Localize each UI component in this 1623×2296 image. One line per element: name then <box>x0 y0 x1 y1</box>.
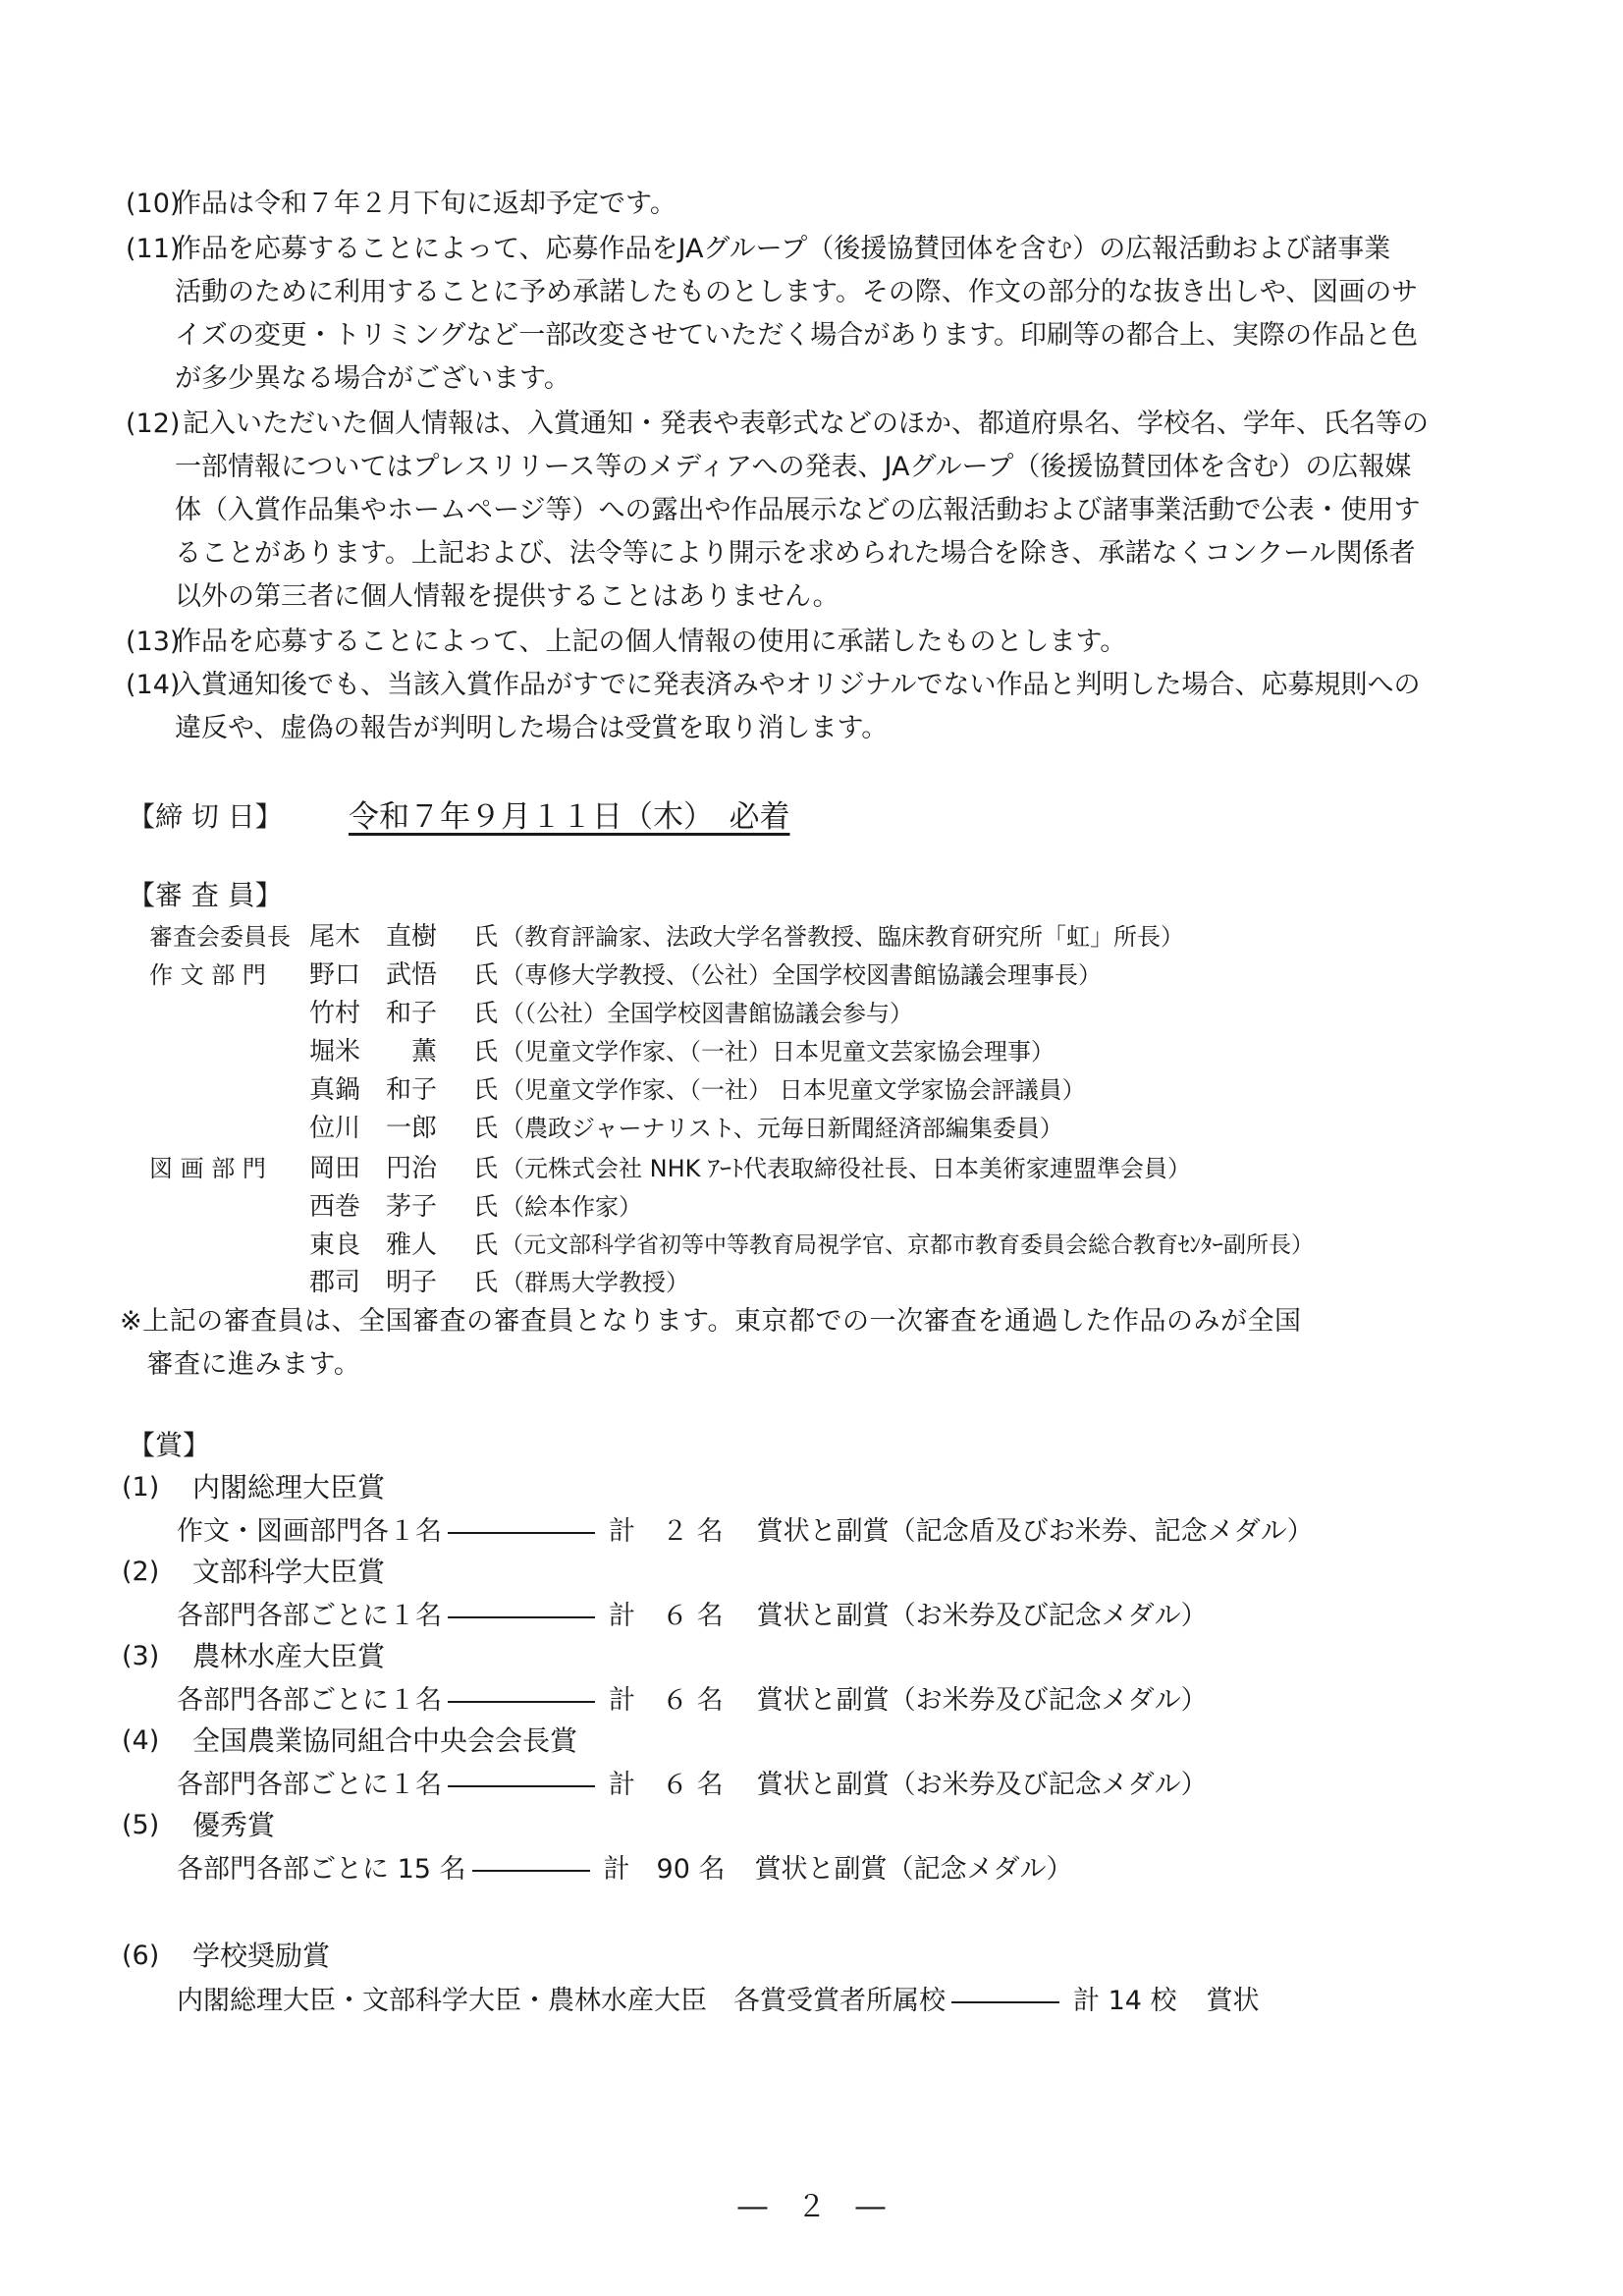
award-name: 学校奨励賞 <box>192 1940 331 1972</box>
judge-name: 尾木 直樹 <box>309 922 438 952</box>
leader-line <box>448 1616 595 1618</box>
note-line: 入賞通知後でも、当該入賞作品がすでに発表済みやオリジナルでない作品と判明した場合、応募規則への <box>175 670 1421 700</box>
note-line: 体（入賞作品集やホームページ等）への露出や作品展示などの広報活動および諸事業活動で公表・使用す <box>175 495 1421 525</box>
award-prize: 賞状と副賞（お米券及び記念メダル） <box>756 1770 1208 1800</box>
judge-name: 西巻 茅子 <box>309 1192 438 1222</box>
judge-honorific: 氏 <box>473 999 499 1027</box>
judge-honorific: 氏 <box>473 1037 499 1066</box>
note-line: 記入いただいた個人情報は、入賞通知・発表や表彰式などのほか、都道府県名、学校名、学年、氏名等の <box>183 409 1429 439</box>
award-name: 文部科学大臣賞 <box>192 1556 386 1588</box>
judge-affiliation: （元文部科学省初等中等教育局視学官、京都市教育委員会総合教育ｾﾝﾀｰ副所長） <box>501 1232 1314 1258</box>
judges-heading: 【審 査 員】 <box>128 879 283 911</box>
awards-heading: 【賞】 <box>128 1429 211 1461</box>
judge-affiliation: （元株式会社 NHK ｱｰﾄ代表取締役社長、日本美術家連盟準会員） <box>501 1155 1191 1182</box>
award-target: 各部門各部ごとに１名 <box>177 1685 442 1716</box>
judge-affiliation: （児童文学作家、（一社）日本児童文芸家協会理事） <box>501 1038 1055 1066</box>
note-line: 違反や、虚偽の報告が判明した場合は受賞を取り消します。 <box>175 713 889 743</box>
judge-name: 真鍋 和子 <box>309 1075 438 1105</box>
note-line: イズの変更・トリミングなど一部改変させていただく場合があります。印刷等の都合上、実際の作品と色 <box>175 320 1419 351</box>
award-prize: 賞状と副賞（記念メダル） <box>754 1854 1073 1885</box>
leader-line <box>472 1870 590 1872</box>
judge-name: 堀米 薫 <box>309 1037 438 1066</box>
judge-role: 図 画 部 門 <box>149 1155 266 1182</box>
judge-honorific: 氏 <box>473 1114 499 1142</box>
note-line: 一部情報についてはプレスリリース等のメディアへの発表、JAグループ（後援協賛団体を含む）の広報媒 <box>175 452 1412 482</box>
judge-name: 郡司 明子 <box>309 1268 438 1297</box>
judge-role: 審査会委員長 <box>149 923 291 951</box>
judge-honorific: 氏 <box>473 1192 499 1221</box>
note-number: (13) <box>126 627 181 657</box>
judge-name: 野口 武悟 <box>309 960 438 990</box>
award-target: 作文・図画部門各１名 <box>177 1516 442 1547</box>
award-total: 計 ６ 名 <box>609 1770 724 1800</box>
award-detail <box>177 1681 1208 1721</box>
deadline-label: 【締 切 日】 <box>128 800 283 833</box>
page-number: ― ２ ― <box>737 2190 886 2224</box>
award-name: 全国農業協同組合中央会会長賞 <box>192 1724 578 1757</box>
award-total: 計 90 名 <box>603 1854 726 1885</box>
judge-honorific: 氏 <box>473 1268 499 1296</box>
award-number: (2) <box>122 1557 160 1587</box>
award-total: 計 ６ 名 <box>609 1601 724 1631</box>
note-line: 作品は令和７年２月下旬に返却予定です。 <box>175 189 676 219</box>
judge-affiliation: （児童文学作家、（一社） 日本児童文学家協会評議員） <box>501 1076 1086 1104</box>
award-number: (4) <box>122 1725 160 1756</box>
leader-line <box>448 1701 595 1703</box>
judge-affiliation: （（公社）全国学校図書館協議会参与） <box>501 1000 913 1027</box>
award-total: 計 14 校 <box>1073 1986 1177 2016</box>
judge-honorific: 氏 <box>473 922 499 951</box>
note-line: 以外の第三者に個人情報を提供することはありません。 <box>175 581 839 612</box>
leader-line <box>448 1785 595 1787</box>
award-total: 計 ２ 名 <box>609 1516 724 1547</box>
note-number: (11) <box>126 234 181 264</box>
leader-line <box>448 1532 595 1534</box>
judge-affiliation: （絵本作家） <box>501 1193 642 1221</box>
deadline-value: 令和７年９月１１日（木） 必着 <box>349 799 790 835</box>
award-target: 各部門各部ごとに１名 <box>177 1770 442 1800</box>
judge-name: 岡田 円治 <box>309 1154 438 1183</box>
award-target: 内閣総理大臣・文部科学大臣・農林水産大臣 各賞受賞者所属校 <box>177 1986 946 2016</box>
award-detail <box>177 1982 1260 2021</box>
judge-affiliation: （専修大学教授、（公社）全国学校図書館協議会理事長） <box>501 961 1102 989</box>
judge-affiliation: （教育評論家、法政大学名誉教授、臨床教育研究所「虹」所長） <box>501 923 1184 951</box>
note-number: (14) <box>126 670 181 700</box>
award-prize: 賞状 <box>1206 1986 1260 2016</box>
judge-role: 作 文 部 門 <box>149 961 266 989</box>
note-line: ることがあります。上記および、法令等により開示を求められた場合を除き、承諾なくコンクール関係者 <box>175 538 1416 569</box>
award-detail <box>177 1597 1208 1636</box>
award-detail <box>177 1850 1072 1889</box>
judge-honorific: 氏 <box>473 1230 499 1259</box>
award-name: 内閣総理大臣賞 <box>192 1471 386 1503</box>
judge-honorific: 氏 <box>473 1075 499 1104</box>
award-number: (6) <box>122 1941 160 1971</box>
award-prize: 賞状と副賞（記念盾及びお米券、記念メダル） <box>756 1516 1314 1547</box>
award-total: 計 ６ 名 <box>609 1685 724 1716</box>
judges-note-line: 審査に進みます。 <box>120 1349 361 1380</box>
award-number: (1) <box>122 1472 160 1503</box>
judges-note-line: ※上記の審査員は、全国審査の審査員となります。東京都での一次審査を通過した作品のみが全国 <box>120 1306 1302 1337</box>
note-line: が多少異なる場合がございます。 <box>175 363 570 394</box>
note-line: 作品を応募することによって、上記の個人情報の使用に承諾したものとします。 <box>175 627 1127 657</box>
award-detail <box>177 1512 1314 1552</box>
judge-name: 東良 雅人 <box>309 1230 438 1260</box>
leader-line <box>951 2001 1059 2003</box>
note-number: (10) <box>126 189 181 219</box>
award-name: 農林水産大臣賞 <box>192 1640 386 1672</box>
award-name: 優秀賞 <box>192 1809 276 1841</box>
note-number: (12) <box>126 409 181 439</box>
note-line: 活動のために利用することに予め承諾したものとします。その際、作文の部分的な抜き出しや、図画のサ <box>175 277 1419 307</box>
judge-affiliation: （農政ジャーナリスト、元毎日新聞経済部編集委員） <box>501 1115 1063 1142</box>
award-prize: 賞状と副賞（お米券及び記念メダル） <box>756 1685 1208 1716</box>
award-target: 各部門各部ごとに 15 名 <box>177 1854 466 1885</box>
award-number: (3) <box>122 1641 160 1671</box>
note-line: 作品を応募することによって、応募作品をJAグループ（後援協賛団体を含む）の広報活動および諸事業 <box>175 234 1391 264</box>
judge-honorific: 氏 <box>473 960 499 989</box>
judge-honorific: 氏 <box>473 1154 499 1182</box>
judge-name: 竹村 和子 <box>309 999 438 1028</box>
award-detail <box>177 1766 1208 1805</box>
judge-name: 位川 一郎 <box>309 1114 438 1143</box>
award-prize: 賞状と副賞（お米券及び記念メダル） <box>756 1601 1208 1631</box>
award-target: 各部門各部ごとに１名 <box>177 1601 442 1631</box>
award-number: (5) <box>122 1810 160 1840</box>
judge-affiliation: （群馬大学教授） <box>501 1269 689 1296</box>
